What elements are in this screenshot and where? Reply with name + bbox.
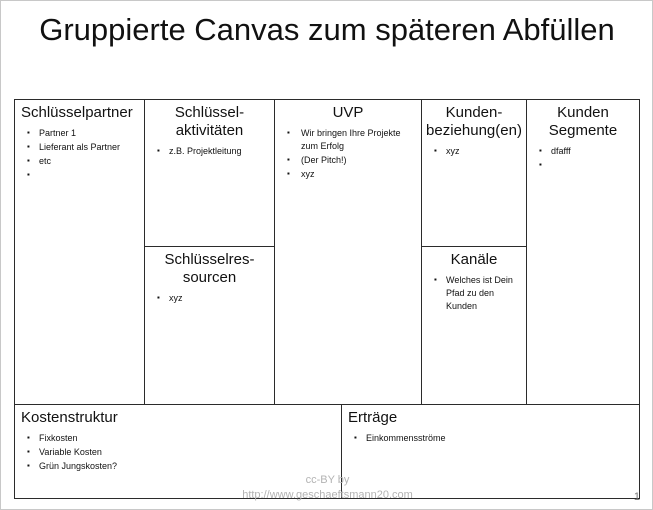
block-items <box>342 432 639 445</box>
block-title: Kostenstruktur <box>21 409 118 426</box>
list-item: ▪ etc <box>25 155 140 168</box>
list-item: ▪ dfafff <box>537 145 635 158</box>
canvas-block-schluesselaktivitaeten[interactable] <box>144 99 275 247</box>
block-items <box>15 432 341 473</box>
business-model-canvas <box>14 99 640 499</box>
list-item: ▪ Welches ist Dein Pfad zu den Kunden <box>432 274 522 313</box>
list-item: ▪ xyz <box>432 145 522 158</box>
block-title-line1: Schlüssel- <box>174 104 245 121</box>
list-item: ▪ Variable Kosten <box>25 446 337 459</box>
block-title-line1: Kunden <box>557 104 609 121</box>
block-items <box>527 145 639 158</box>
license-line: cc-BY by <box>305 474 350 486</box>
block-title: UVP <box>332 104 364 121</box>
block-title: Schlüsselpartner <box>21 104 133 121</box>
list-item: ▪ Partner 1 <box>25 127 140 140</box>
page-title: Gruppierte Canvas zum späteren Abfüllen <box>39 12 615 47</box>
list-item: ▪ Lieferant als Partner <box>25 141 140 154</box>
canvas-block-schluesselressourcen[interactable] <box>144 246 275 405</box>
block-title-line1: Kunden- <box>445 104 503 121</box>
block-title-line2: sourcen <box>182 269 237 286</box>
canvas-block-uvp[interactable] <box>274 99 422 405</box>
canvas-block-kanaele[interactable] <box>421 246 527 405</box>
list-item: ▪ Wir bringen Ihre Projekte zum Erfolg <box>285 127 417 153</box>
canvas-block-kundensegmente[interactable] <box>526 99 640 405</box>
block-items <box>275 127 421 181</box>
block-items <box>145 292 274 305</box>
canvas-block-schluesselpartner[interactable] <box>14 99 145 405</box>
license-url: http://www.geschaeftsmann20.com <box>242 489 413 501</box>
block-items <box>422 274 526 313</box>
list-item: ▪ xyz <box>285 168 417 181</box>
list-item: ▪ z.B. Projektleitung <box>155 145 270 158</box>
block-items <box>422 145 526 158</box>
block-title-line2: aktivitäten <box>175 122 244 139</box>
license-footer <box>1 473 653 503</box>
block-title-line2: beziehung(en) <box>426 122 522 139</box>
canvas-block-kundenbeziehungen[interactable] <box>421 99 527 247</box>
page-number: 1 <box>633 491 640 503</box>
list-item: ▪ (Der Pitch!) <box>285 154 417 167</box>
block-items <box>145 145 274 158</box>
block-title: Erträge <box>348 409 398 426</box>
block-title: Kanäle <box>450 251 498 268</box>
list-item: ▪ Fixkosten <box>25 432 337 445</box>
block-items <box>15 127 144 168</box>
list-item: ▪ Einkommensströme <box>352 432 635 445</box>
list-item: ▪ Grün Jungskosten? <box>25 460 337 473</box>
block-title-line1: Schlüsselres- <box>164 251 255 268</box>
list-item: ▪ xyz <box>155 292 270 305</box>
block-title-line2: Segmente <box>548 122 618 139</box>
